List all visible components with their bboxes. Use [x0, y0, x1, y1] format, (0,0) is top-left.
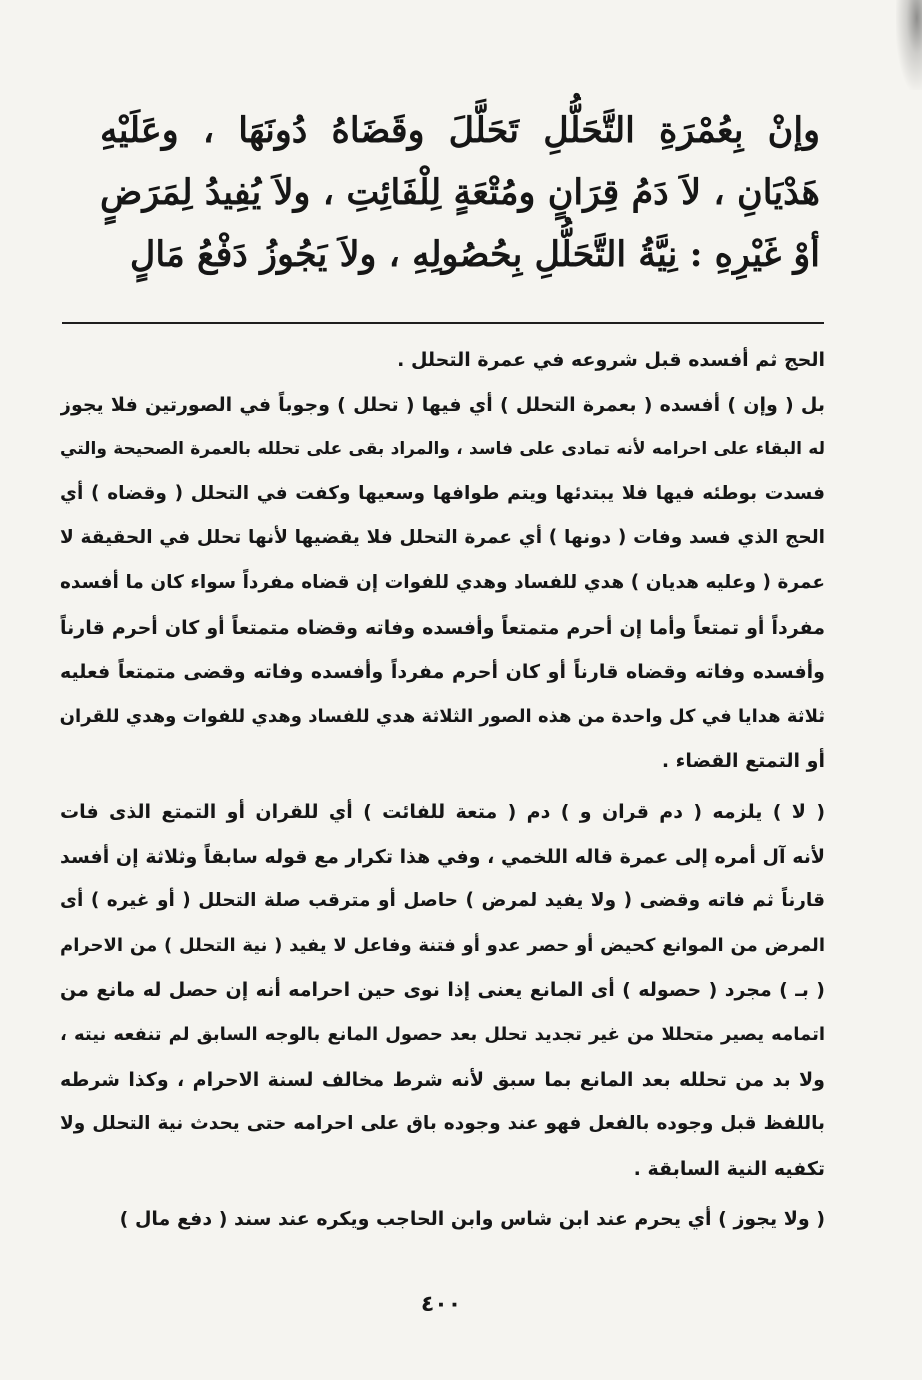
- commentary-line: ( لا ) يلزمه ( دم قران و ) دم ( متعة للفائت ) أي للقران أو التمتع الذى فات: [60, 800, 825, 823]
- commentary-line: ثلاثة هدايا في كل واحدة من هذه الصور الثلاثة هدي للفساد وهدي للفوات وهدي للقران: [60, 705, 825, 727]
- commentary-line: أو التمتع القضاء .: [661, 750, 825, 773]
- page-edge-shadow: [896, 0, 922, 90]
- commentary-line: الحج ثم أفسده قبل شروعه في عمرة التحلل .: [397, 349, 825, 371]
- commentary-line: ولا بد من تحلله بعد المانع بما سبق لأنه شرط مخالف لسنة الاحرام ، وكذا شرطه: [60, 1068, 825, 1091]
- commentary-line: لأنه آل أمره إلى عمرة قاله اللخمي ، وفي هذا تكرار مع قوله سابقاً وثلاثة إن أفسد: [60, 845, 825, 868]
- commentary-line: بل ( وإن ) أفسده ( بعمرة التحلل ) أي فيها ( تحلل ) وجوباً في الصورتين فلا يجوز: [60, 393, 825, 416]
- commentary-line: المرض من الموانع كحيض أو حصر عدو أو فتنة وفاعل لا يفيد ( نية التحلل ) من الاحرام: [60, 934, 825, 956]
- commentary-line: وأفسده وفاته وقضاه قارناً أو كان أحرم مفرداً وأفسده وفاته وقضى متمتعاً فعليه: [60, 661, 825, 684]
- commentary-line: مفرداً أو تمتعاً وأما إن أحرم متمتعاً وأفسده وفاته وقضاه متمتعاً أو كان أحرم قارناً: [60, 616, 825, 639]
- separator-rule: [62, 322, 824, 324]
- commentary-line: له البقاء على احرامه لأنه تمادى على فاسد ، والمراد بقى على تحلله بالعمرة الصحيحة والتي: [60, 439, 825, 460]
- commentary-line: اتمامه يصير متحللا من غير تجديد تحلل بعد حصول المانع بالوجه السابق لم تنفعه نيته ،: [60, 1023, 825, 1045]
- commentary-line: قارناً ثم فاته وقضى ( ولا يفيد لمرض ) حاصل أو مترقب صلة التحلل ( أو غيره ) أى: [60, 890, 825, 912]
- commentary-line: باللفظ قبل وجوده بالفعل فهو عند وجوده باق على احرامه حتى يحدث نية التحلل ولا: [60, 1113, 825, 1135]
- commentary-line: فسدت بوطئه فيها فلا يبتدئها ويتم طوافها وسعيها وكفت في التحلل ( وقضاه ) أي: [60, 482, 825, 504]
- matn-text: وإنْ بِعُمْرَةِ التَّحَلُّلِ تَحَلَّلَ وقَضَاهُ دُونَهَا ، وعَلَيْهِ هَدْيَانِ ، لاَ دَمُ قِرَانٍ ومُتْعَةٍ لِلْفَائِتِ ، ولاَ يُفِيدُ لِمَرَضٍ أوْ غَيْرِهِ : نِيَّةُ التَّحَلُّلِ بِحُصُولِهِ ، ولاَ يَجُوزُ دَفْعُ مَالٍ: [100, 110, 820, 275]
- commentary-line: الحج الذي فسد وفات ( دونها ) أي عمرة التحلل فلا يقضيها لأنها تحلل في الحقيقة لا: [60, 527, 825, 549]
- commentary-line: عمرة ( وعليه هديان ) هدي للفساد وهدي للفوات إن قضاه مفرداً سواء كان ما أفسده: [60, 571, 825, 593]
- page-number: ٤٠٠: [420, 1292, 462, 1317]
- commentary-text: [60, 338, 825, 1242]
- commentary-line: ( ولا يجوز ) أي يحرم عند ابن شاس وابن الحاجب ويكره عند سند ( دفع مال ): [119, 1208, 825, 1231]
- commentary-line: ( بـ ) مجرد ( حصوله ) أى المانع يعنى إذا نوى حين احرامه أنه إن حصل له مانع من: [60, 979, 825, 1002]
- commentary-line: تكفيه النية السابقة .: [633, 1157, 825, 1180]
